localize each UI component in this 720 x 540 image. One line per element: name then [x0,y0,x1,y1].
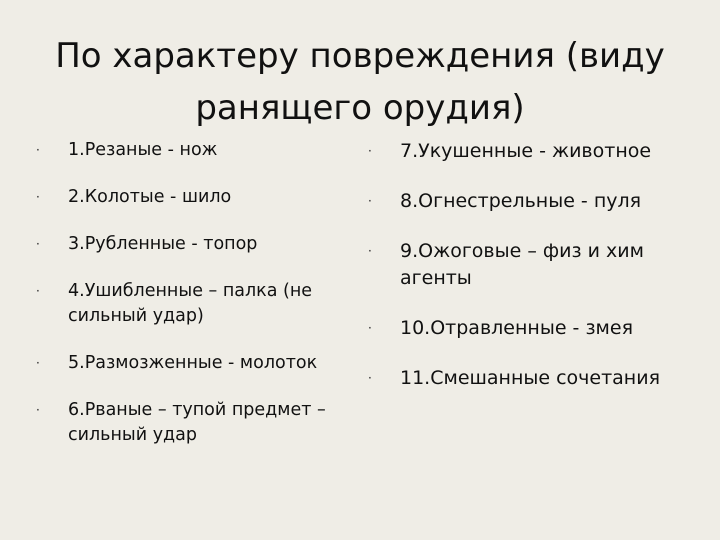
bullet-icon: · [36,143,40,157]
list-item-text: 6.Рваные – тупой предмет – сильный удар [68,400,326,445]
bullet-icon: · [36,284,40,298]
list-item [368,138,698,165]
list-item [368,188,698,215]
list-item [368,315,698,342]
list-item [368,365,698,392]
bullet-icon: · [36,403,40,417]
list-item-text: 2.Колотые - шило [68,187,232,207]
list-item [36,351,356,376]
bullet-icon: · [368,144,372,158]
list-item [36,279,356,329]
list-item-text: 1.Резаные - нож [68,140,218,160]
list-item-text: 8.Огнестрельные - пуля [400,190,642,212]
list-item-text: 11.Смешанные сочетания [400,367,661,389]
list-item-text: 4.Ушибленные – палка (не сильный удар) [68,281,313,326]
bullet-icon: · [36,237,40,251]
list-item [36,232,356,257]
list-item-text: 5.Размозженные - молоток [68,353,318,373]
list-item [36,185,356,210]
bullet-icon: · [368,244,372,258]
list-item-text: 9.Ожоговые – физ и хим агенты [400,240,644,289]
list-item-text: 7.Укушенные - животное [400,140,652,162]
list-item [36,398,356,448]
right-bullet-list [368,138,698,415]
slide-title: По характеру повреждения (виду ранящего орудия) [55,36,665,128]
bullet-icon: · [368,371,372,385]
bullet-icon: · [36,356,40,370]
bullet-icon: · [368,194,372,208]
list-item-text: 3.Рубленные - топор [68,234,258,254]
left-bullet-list [36,138,356,470]
list-item-text: 10.Отравленные - змея [400,317,634,339]
bullet-icon: · [36,190,40,204]
bullet-icon: · [368,321,372,335]
list-item [368,238,698,292]
list-item [36,138,356,163]
